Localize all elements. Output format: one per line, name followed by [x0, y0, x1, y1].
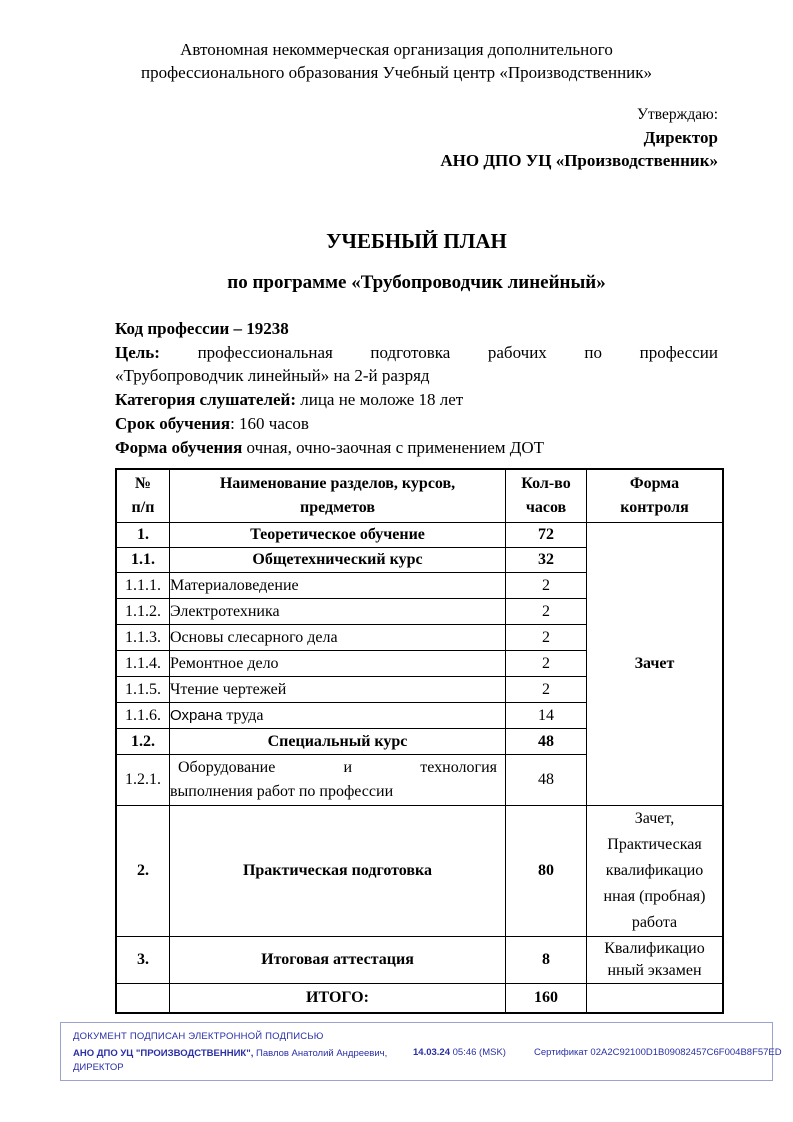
- approval-position: Директор: [643, 128, 718, 147]
- form-line: Форма обучения очная, очно-заочная с применением ДОТ: [115, 437, 545, 457]
- duration-line: Срок обучения: 160 часов: [115, 413, 309, 433]
- goal-label: Цель:: [115, 342, 160, 362]
- subject-name-cell: Электротехника: [170, 599, 506, 625]
- hours-cell: 32: [506, 548, 587, 573]
- row-number-cell: 1.2.: [116, 729, 170, 755]
- table-row: [116, 937, 723, 984]
- curriculum-table: [115, 468, 724, 1014]
- row-number-cell: 3.: [116, 937, 170, 984]
- hours-cell: 8: [506, 937, 587, 984]
- header-hours-cell: Кол-во часов: [506, 469, 587, 523]
- goal-line1: Цель: профессиональная подготовка рабочих по профессии: [115, 341, 718, 365]
- row-number-cell: 1.1.1.: [116, 573, 170, 599]
- electronic-signature-stamp: [60, 1022, 782, 1081]
- row-number-cell: 1.1.4.: [116, 651, 170, 677]
- hours-cell: 2: [506, 651, 587, 677]
- subject-name-cell: Основы слесарного дела: [170, 625, 506, 651]
- total-row: [116, 984, 723, 1014]
- hours-cell: 48: [506, 755, 587, 806]
- subject-name-cell: Ремонтное дело: [170, 651, 506, 677]
- subject-name-line1: Оборудование и технология: [178, 759, 497, 776]
- signature-org: АНО ДПО УЦ "ПРОИЗВОДСТВЕННИК",: [73, 1048, 254, 1059]
- subject-name-word: Охрана: [170, 706, 223, 724]
- control-text: Зачет, Практическая квалификацио нная (пробная) работа: [603, 810, 706, 931]
- control-cell: Квалификацио нный экзамен: [587, 937, 724, 984]
- program-details: [115, 317, 718, 459]
- header-name-cell: Наименование разделов, курсов, предметов: [170, 469, 506, 523]
- table-row: [116, 806, 723, 937]
- subject-name-cell: Общетехнический курс: [170, 548, 506, 573]
- subject-name-cell: Практическая подготовка: [170, 806, 506, 937]
- row-number-cell: [116, 984, 170, 1014]
- row-number-cell: 1.1.6.: [116, 703, 170, 729]
- signature-datetime: 14.03.24 05:46 (MSK): [413, 1047, 506, 1058]
- document-title: УЧЕБНЫЙ ПЛАН: [326, 229, 507, 253]
- subject-name-cell: Теоретическое обучение: [170, 523, 506, 548]
- org-header-line1: Автономная некоммерческая организация дополнительного: [180, 40, 613, 59]
- header-control-cell: Форма контроля: [587, 469, 724, 523]
- hours-cell: 14: [506, 703, 587, 729]
- approval-label: Утверждаю:: [637, 106, 718, 123]
- approval-block: [440, 103, 718, 172]
- table-header-row: [116, 469, 723, 523]
- row-number-cell: 1.1.: [116, 548, 170, 573]
- profession-code-line: Код профессии – 19238: [115, 319, 289, 338]
- hours-cell: 2: [506, 573, 587, 599]
- subject-name-cell: [170, 755, 506, 806]
- control-cell: [587, 806, 724, 937]
- row-number-cell: 1.: [116, 523, 170, 548]
- row-number-cell: 1.1.2.: [116, 599, 170, 625]
- hours-cell: 80: [506, 806, 587, 937]
- control-merged-cell: Зачет: [587, 523, 724, 806]
- category-line: Категория слушателей: лица не моложе 18 лет: [115, 390, 464, 410]
- subject-name-cell: Материаловедение: [170, 573, 506, 599]
- subject-name-cell: [170, 703, 506, 729]
- goal-line2: «Трубопроводчик линейный» на 2-й разряд: [115, 366, 430, 386]
- hours-cell: 48: [506, 729, 587, 755]
- org-header: [0, 38, 793, 84]
- approval-org: АНО ДПО УЦ «Производственник»: [440, 151, 718, 170]
- hours-cell: 72: [506, 523, 587, 548]
- subject-name-word: труда: [226, 706, 264, 724]
- signature-signer-block: [73, 1047, 408, 1075]
- subject-name-cell: Чтение чертежей: [170, 677, 506, 703]
- total-label-cell: ИТОГО:: [170, 984, 506, 1014]
- row-number-cell: 1.1.3.: [116, 625, 170, 651]
- signature-position: ДИРЕКТОР: [73, 1062, 124, 1073]
- row-number-cell: 2.: [116, 806, 170, 937]
- header-num-cell: № п/п: [116, 469, 170, 523]
- hours-cell: 2: [506, 625, 587, 651]
- subject-name-cell: Итоговая аттестация: [170, 937, 506, 984]
- hours-cell: 2: [506, 599, 587, 625]
- subject-name-cell: Специальный курс: [170, 729, 506, 755]
- row-number-cell: 1.1.5.: [116, 677, 170, 703]
- org-header-line2: профессионального образования Учебный центр «Производственник»: [140, 63, 653, 82]
- hours-cell: 2: [506, 677, 587, 703]
- signature-title: ДОКУМЕНТ ПОДПИСАН ЭЛЕКТРОННОЙ ПОДПИСЬЮ: [73, 1031, 324, 1042]
- signature-certificate: Сертификат 02A2C92100D1B09082457C6F004B8F57ED: [534, 1047, 782, 1058]
- signature-signer: Павлов Анатолий Андреевич,: [253, 1048, 388, 1059]
- control-cell: [587, 984, 724, 1014]
- document-subtitle: по программе «Трубопроводчик линейный»: [227, 272, 606, 293]
- subject-name-line2: выполнения работ по профессии: [170, 783, 394, 800]
- row-number-cell: 1.2.1.: [116, 755, 170, 806]
- total-hours-cell: 160: [506, 984, 587, 1014]
- table-row: [116, 523, 723, 548]
